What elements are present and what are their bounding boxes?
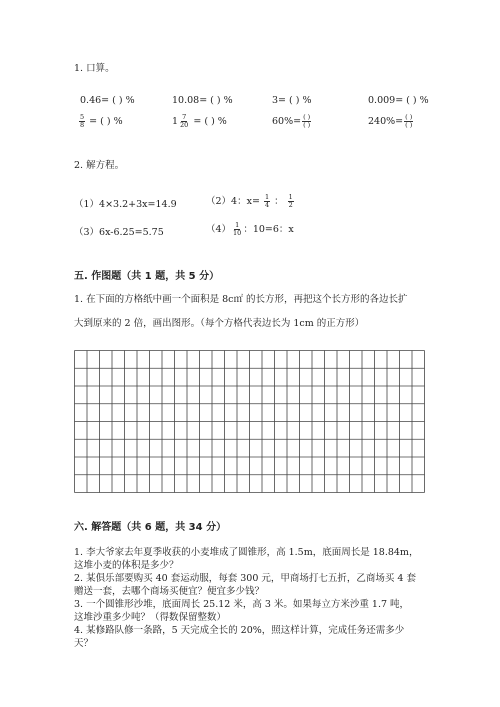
fraction [264,194,270,209]
q2-equation-1: （1）4×3.2+3x=14.9 [74,199,177,210]
section-6-heading: 六. 解答题（共 6 题，共 34 分） [74,522,227,533]
whole-number: 1 [172,116,179,127]
colon: ： [274,196,284,207]
denominator: 10 [233,229,242,237]
expression-head: 60%= [272,116,302,127]
fraction [179,114,189,129]
section-6-line: 2. 某俱乐部要购买 40 套运动服，每套 300 元，甲商场打七五折，乙商场买 4 套 [74,573,416,584]
numerator-blank: ( ) [303,113,311,121]
section-6-line: 天？ [74,638,94,649]
denominator: 8 [80,121,85,129]
q1-item-4: 0.009= ( ) % [368,95,429,106]
section-6-line: 赠送一套，去哪个商场买便宜？便宜多少钱？ [74,586,265,597]
fraction [404,114,413,129]
denominator: 2 [288,201,293,209]
numerator-blank: ( ) [405,113,413,121]
numerator: 1 [235,221,240,229]
section-6-line: 这堆沙重多少吨？（得数保留整数） [74,612,227,623]
q1-item-3: 3= ( ) % [272,95,312,106]
numerator: 5 [80,113,85,121]
numerator: 1 [288,193,293,201]
fraction [79,114,85,129]
numerator: 1 [264,193,270,201]
section-6-line: 4. 某修路队修一条路，5 天完成全长的 20%，照这样计算，完成任务还需多少 [74,625,405,636]
section-6-line: 1. 李大爷家去年夏季收获的小麦堆成了圆锥形，高 1.5m，底面周长是 18.84m， [74,547,419,558]
q1-item-1: 0.46= ( ) % [80,95,135,106]
numerator: 7 [182,113,187,121]
expression-head: 240%= [368,116,404,127]
q2-equation-4 [206,221,294,237]
section-5-heading: 五. 作图题（共 1 题，共 5 分） [74,271,220,282]
q1-item-2: 10.08= ( ) % [172,95,233,106]
denominator: 20 [180,121,189,129]
graph-paper-grid[interactable] [74,350,425,493]
expression-tail: = ( ) % [193,116,227,127]
section-6-line: 3. 一个圆锥形沙堆，底面周长 25.12 米，高 3 米。如果每立方米沙重 1.7 吨， [74,599,410,610]
expression-tail: ：10=6：x [243,224,294,235]
denominator: 4 [264,201,270,209]
q1-title: 1. 口算。 [74,63,115,74]
denominator-blank: ( ) [303,121,311,129]
q1-item-7 [272,114,312,129]
q2-equation-3: （3）6x-6.25=5.75 [74,227,164,238]
fraction [232,222,242,237]
section-5-line-2: 大到原来的 2 倍，画出图形。（每个方格代表边长为 1cm 的正方形） [74,318,365,329]
section-5-line-1: 1. 在下面的方格纸中画一个面积是 8c㎡ 的长方形，再把这个长方形的各边长扩 [74,294,408,305]
q2-equation-2 [206,193,295,209]
q1-item-8 [368,114,414,129]
expression-tail: = ( ) % [89,116,123,127]
q1-item-6 [172,114,227,129]
section-6-line: 这堆小麦的体积是多少？ [74,560,179,571]
expression-head: （4） [206,224,232,235]
expression-head: （2）4：x= [206,196,260,207]
denominator-blank: ( ) [405,121,413,129]
q2-title: 2. 解方程。 [74,160,125,171]
fraction [302,114,311,129]
fraction [288,194,294,209]
q1-item-5 [78,114,123,129]
